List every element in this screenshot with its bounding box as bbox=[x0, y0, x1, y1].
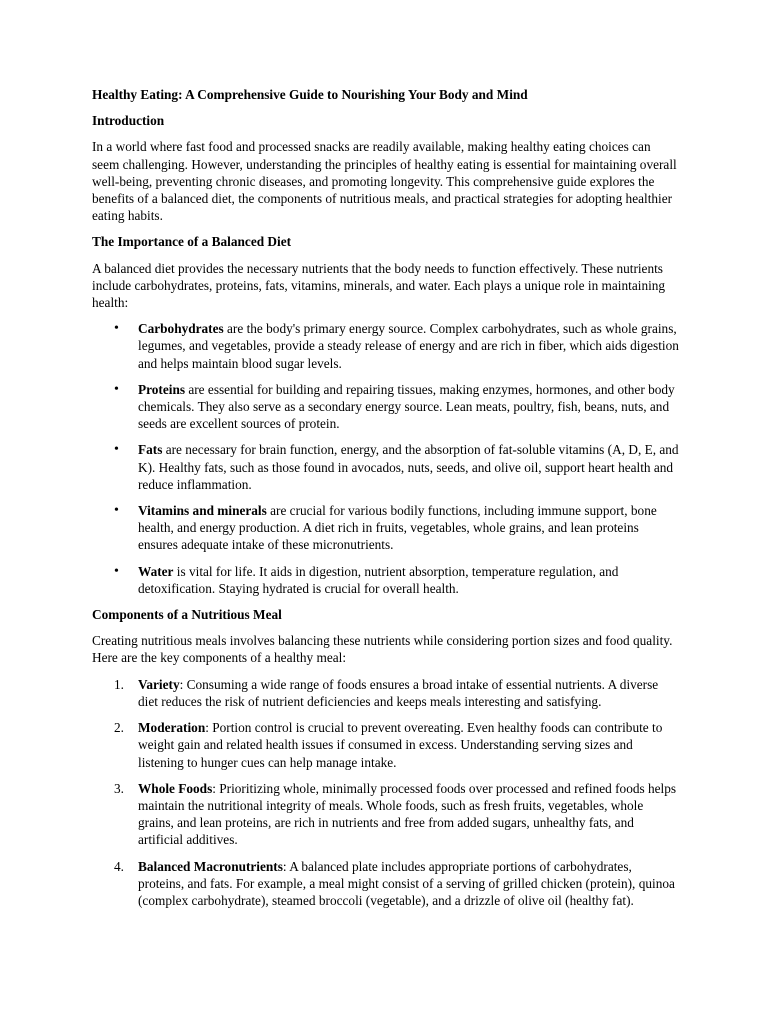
balanced-diet-paragraph: A balanced diet provides the necessary nutrients that the body needs to function effectively. These nutrients include carbohydrates, proteins, fats, vitamins, minerals, and water. Each plays a unique role in maintaining health: bbox=[92, 260, 666, 311]
list-number: 4. bbox=[114, 858, 124, 874]
list-number: 2. bbox=[114, 720, 124, 736]
intro-heading: Introduction bbox=[92, 113, 165, 129]
list-item bbox=[138, 320, 680, 372]
nutrient-text: is vital for life. It aids in digestion, nutrient absorption, temperature regulation, and detoxification. Staying hydrated is crucial for overall health. bbox=[138, 563, 619, 596]
components-list bbox=[92, 676, 680, 909]
nutrient-term: Vitamins and minerals bbox=[138, 503, 267, 519]
list-item bbox=[138, 381, 680, 433]
nutrient-term: Fats bbox=[138, 442, 163, 458]
nutrient-term: Carbohydrates bbox=[138, 321, 224, 337]
component-text: : Prioritizing whole, minimally processed foods over processed and refined foods helps maintain the nutritional integrity of meals. Whole foods, such as fresh fruits, vegetables, whole grains, and lean proteins, are rich in nutrients and free from added sugars, unhealthy fats, and artificial additives. bbox=[138, 780, 677, 848]
component-text: : Consuming a wide range of foods ensures a broad intake of essential nutrients. A diverse diet reduces the risk of nutrient deficiencies and keeps meals interesting and satisfying. bbox=[138, 676, 659, 709]
components-paragraph: Creating nutritious meals involves balancing these nutrients while considering portion sizes and food quality. Here are the key components of a healthy meal: bbox=[92, 633, 673, 666]
component-term: Whole Foods bbox=[138, 780, 213, 796]
list-number: 1. bbox=[114, 676, 124, 692]
nutrient-text: are necessary for brain function, energy, and the absorption of fat-soluble vitamins (A, D, E, and K). Healthy fats, such as those found in avocados, nuts, seeds, and olive oil, support heart health and reduce inflammation. bbox=[138, 442, 679, 492]
nutrient-text: are the body's primary energy source. Complex carbohydrates, such as whole grains, legumes, and vegetables, provide a steady release of energy and are rich in fiber, which aids digestion and helps maintain blood sugar levels. bbox=[138, 321, 679, 371]
component-term: Variety bbox=[138, 676, 180, 692]
list-item bbox=[114, 858, 680, 910]
list-item bbox=[114, 676, 680, 710]
component-term: Balanced Macronutrients bbox=[138, 858, 283, 874]
intro-paragraph: In a world where fast food and processed snacks are readily available, making healthy eating choices can seem challenging. However, understanding the principles of healthy eating is essential for maintaining overall well-being, preventing chronic diseases, and promoting longevity. This comprehensive guide explores the benefits of a balanced diet, the components of nutritious meals, and practical strategies for adopting healthier eating habits. bbox=[92, 139, 677, 224]
document-title: Healthy Eating: A Comprehensive Guide to Nourishing Your Body and Mind bbox=[92, 87, 528, 102]
nutrient-list bbox=[92, 320, 680, 597]
nutrient-text: are crucial for various bodily functions, including immune support, bone health, and energy production. A diet rich in fruits, vegetables, whole grains, and lean proteins ensures adequate intake of these micronutrients. bbox=[138, 503, 657, 553]
list-item bbox=[114, 780, 680, 849]
nutrient-text: are essential for building and repairing tissues, making enzymes, hormones, and other body chemicals. They also serve as a secondary energy source. Lean meats, poultry, fish, beans, nuts, and seeds are excellent sources of protein. bbox=[138, 381, 675, 432]
list-item bbox=[138, 563, 680, 597]
nutrient-term: Water bbox=[138, 563, 174, 579]
components-heading: Components of a Nutritious Meal bbox=[92, 607, 282, 623]
component-text: : Portion control is crucial to prevent overeating. Even healthy foods can contribute to weight gain and related health issues if consumed in excess. Understanding serving sizes and listening to hunger cues can help manage intake. bbox=[138, 720, 663, 770]
list-item bbox=[138, 441, 680, 493]
component-text: : A balanced plate includes appropriate portions of carbohydrates, proteins, and fats. For example, a meal might consist of a serving of grilled chicken (protein), quinoa (complex carbohydrate), steamed broccoli (vegetable), and a drizzle of olive oil (healthy fat). bbox=[138, 858, 675, 908]
nutrient-term: Proteins bbox=[138, 381, 186, 397]
component-term: Moderation bbox=[138, 720, 206, 736]
balanced-diet-heading: The Importance of a Balanced Diet bbox=[92, 234, 292, 250]
list-item bbox=[138, 502, 680, 554]
list-number: 3. bbox=[114, 780, 124, 796]
list-item bbox=[114, 719, 680, 771]
